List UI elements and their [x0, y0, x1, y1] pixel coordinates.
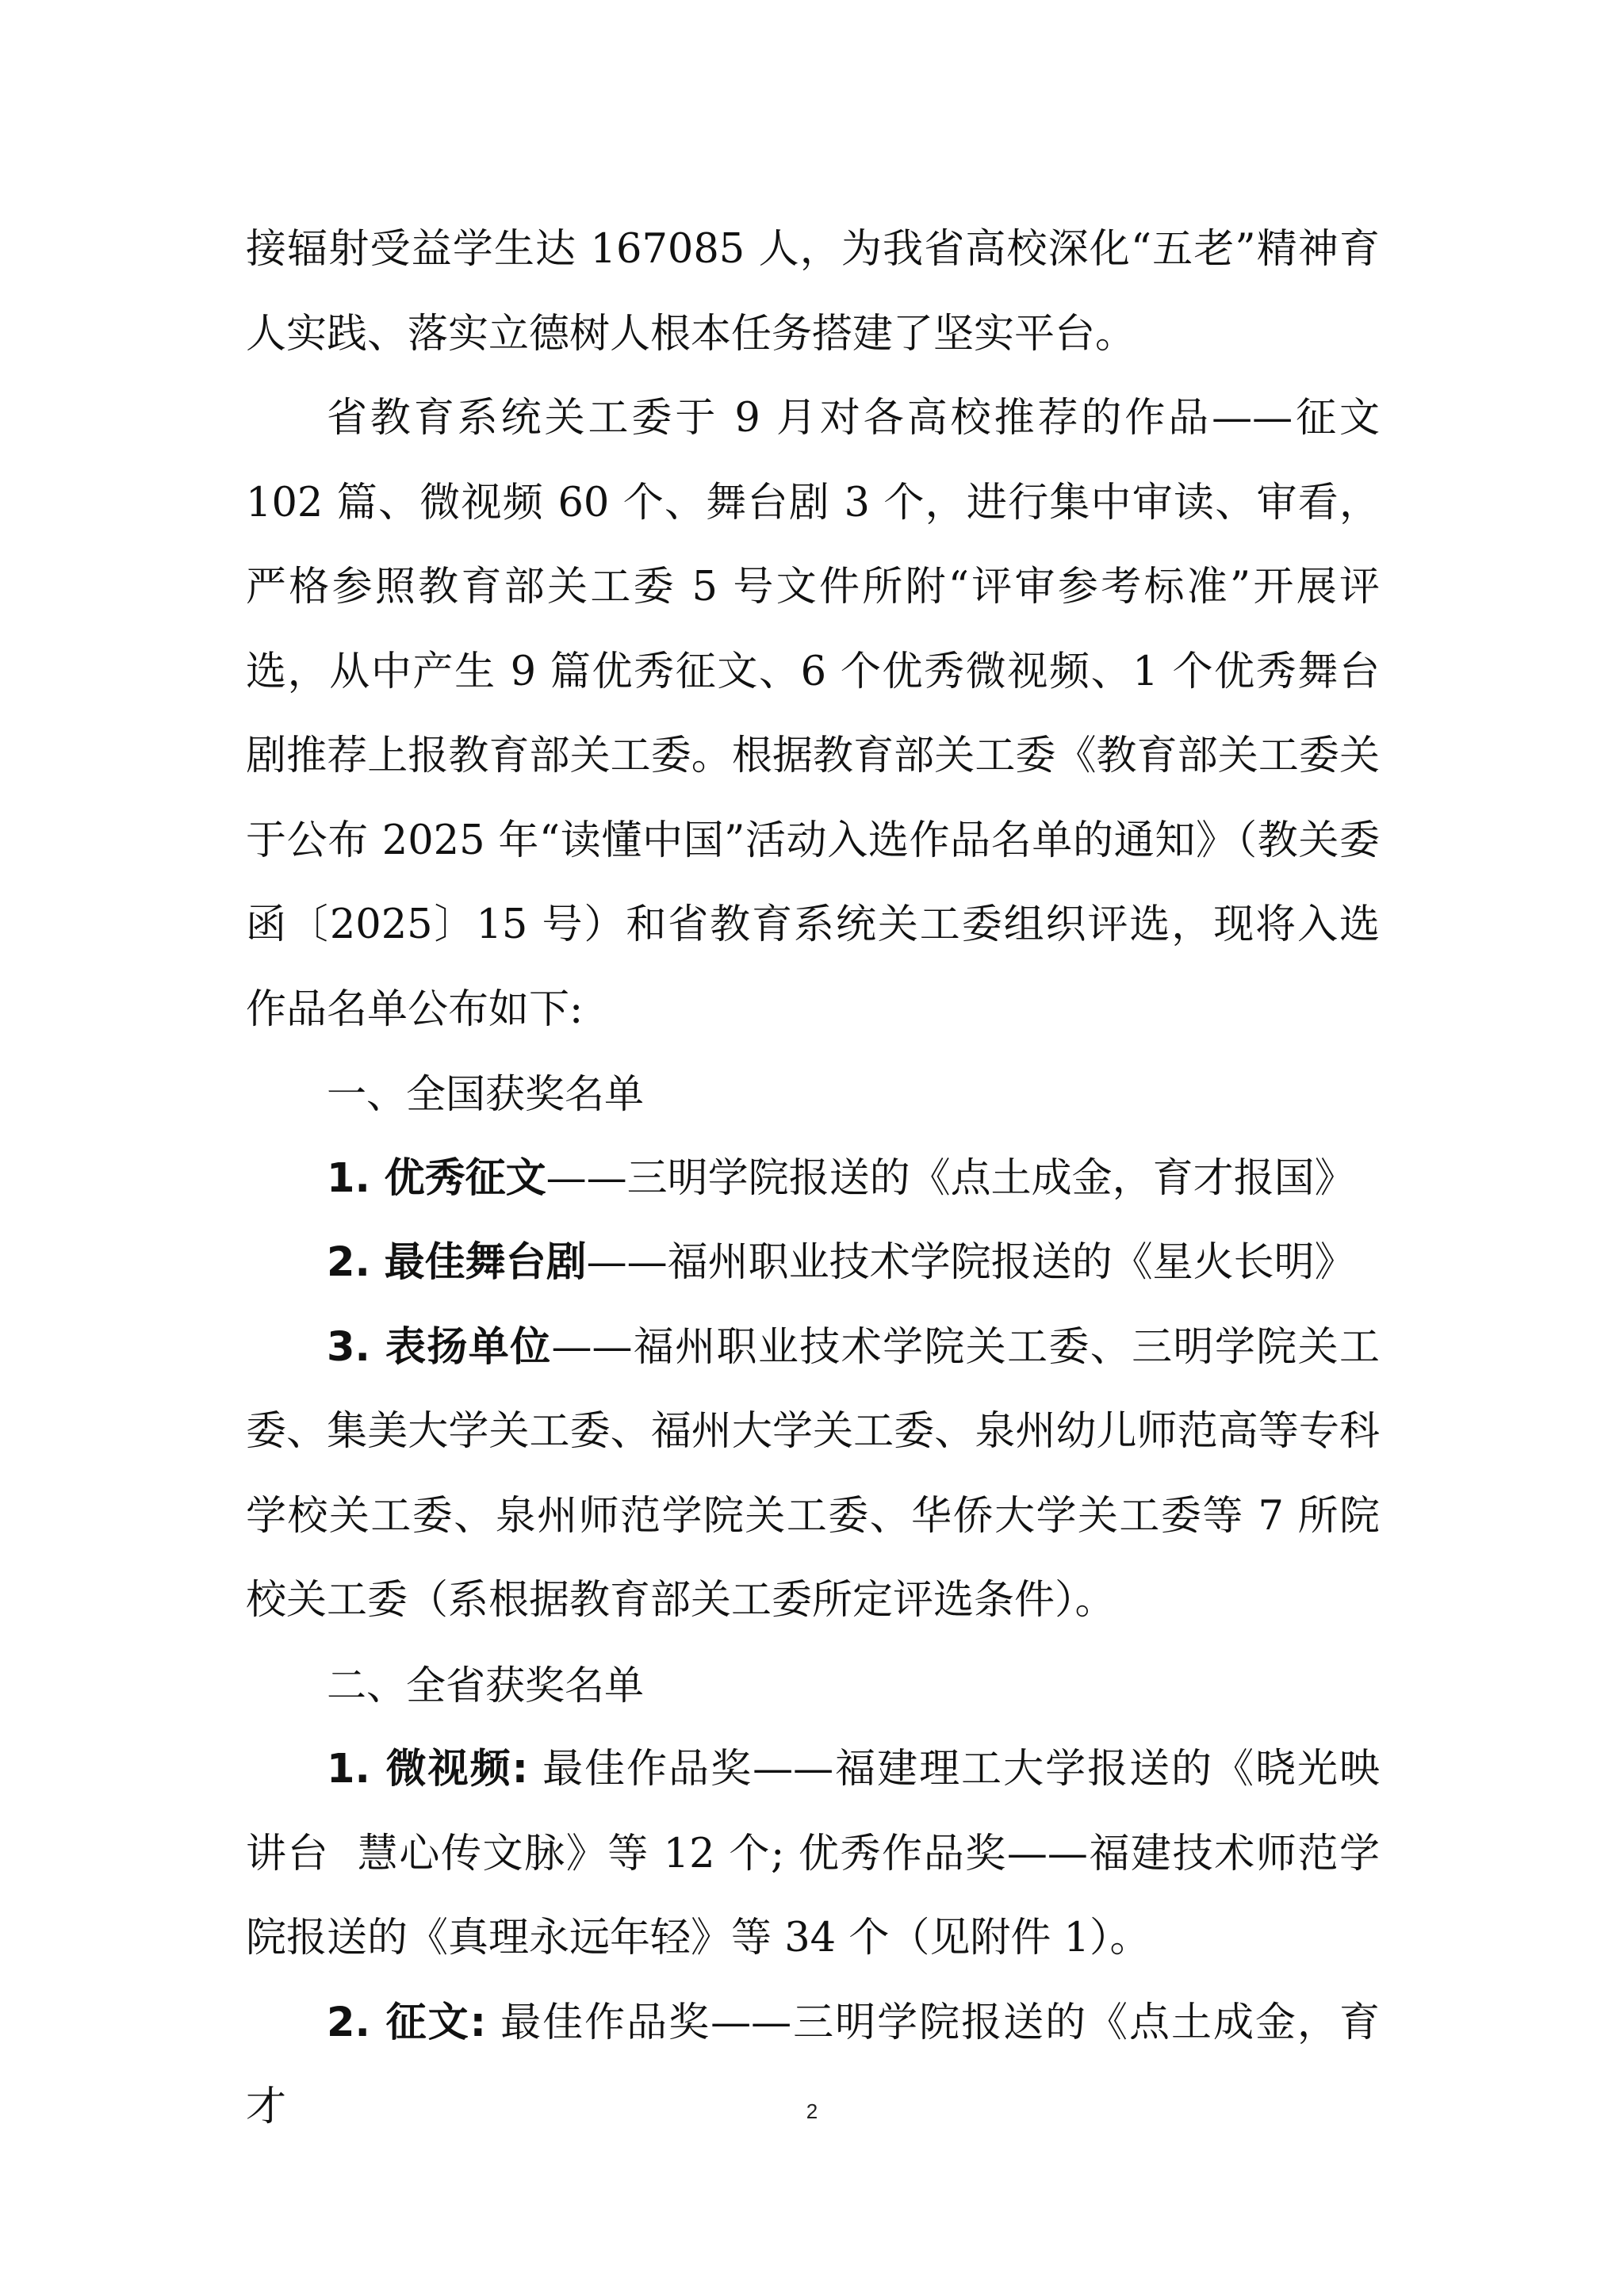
national-item-stage-play — [246, 1221, 1380, 1306]
section-heading-provincial: 二、全省获奖名单 — [327, 1662, 644, 1709]
paragraph-evaluation: 省教育系统关工委于 9 月对各高校推荐的作品——征文 102 篇、微视频 60 个、舞台剧 3 个，进行集中审读、审看，严格参照教育部关工委 5 号文件所附“评审参考标准”开展评选，从中产生 9 篇优秀征文、6 个优秀微视频、1 个优秀舞台剧推荐上报教育部关工委。根据教育部关工委《教育部关工委关于公布 2025 年“读懂中国”活动入选作品名单的通知》（教关委函〔2025〕15 号）和省教育系统关工委组织评选，现将入选作品名单公布如下: — [246, 395, 1393, 1033]
national-item-commended-units — [246, 1306, 1380, 1644]
document-body — [246, 208, 1393, 2150]
page-number: 2 — [806, 2099, 818, 2123]
item-text: 最佳作品奖——福建理工大学报送的《晓光映讲台 慧心传文脉》等 12 个; 优秀作品奖——福建技术师范学院报送的《真理永远年轻》等 34 个（见附件 1）。 — [246, 1746, 1381, 1961]
section-heading-national: 一、全国获奖名单 — [327, 1071, 644, 1117]
provincial-item-essay — [246, 1981, 1380, 2150]
item-lead: 1. 微视频: — [327, 1746, 528, 1793]
provincial-item-micro-video — [246, 1728, 1380, 1981]
paragraph-beneficiaries: 接辐射受益学生达 167085 人，为我省高校深化“五老”精神育人实践、落实立德树人根本任务搭建了坚实平台。 — [246, 226, 1380, 358]
item-text: 最佳作品奖——三明学院报送的《点土成金，育才 — [246, 1999, 1380, 2130]
national-item-essay — [246, 1137, 1380, 1222]
item-lead: 2. 征文: — [327, 1999, 486, 2046]
item-text: ——三明学院报送的《点土成金，育才报国》 — [546, 1154, 1355, 1202]
item-text: ——福州职业技术学院报送的《星火长明》 — [586, 1239, 1355, 1286]
item-lead: 3. 表扬单位 — [327, 1323, 552, 1371]
item-lead: 2. 最佳舞台剧 — [327, 1239, 587, 1286]
item-lead: 1. 优秀征文 — [327, 1154, 546, 1202]
item-text: ——福州职业技术学院关工委、三明学院关工委、集美大学关工委、福州大学关工委、泉州幼儿师范高等专科学校关工委、泉州师范学院关工委、华侨大学关工委等 7 所院校关工委（系根据教育部关工委所定评选条件）。 — [246, 1323, 1380, 1624]
